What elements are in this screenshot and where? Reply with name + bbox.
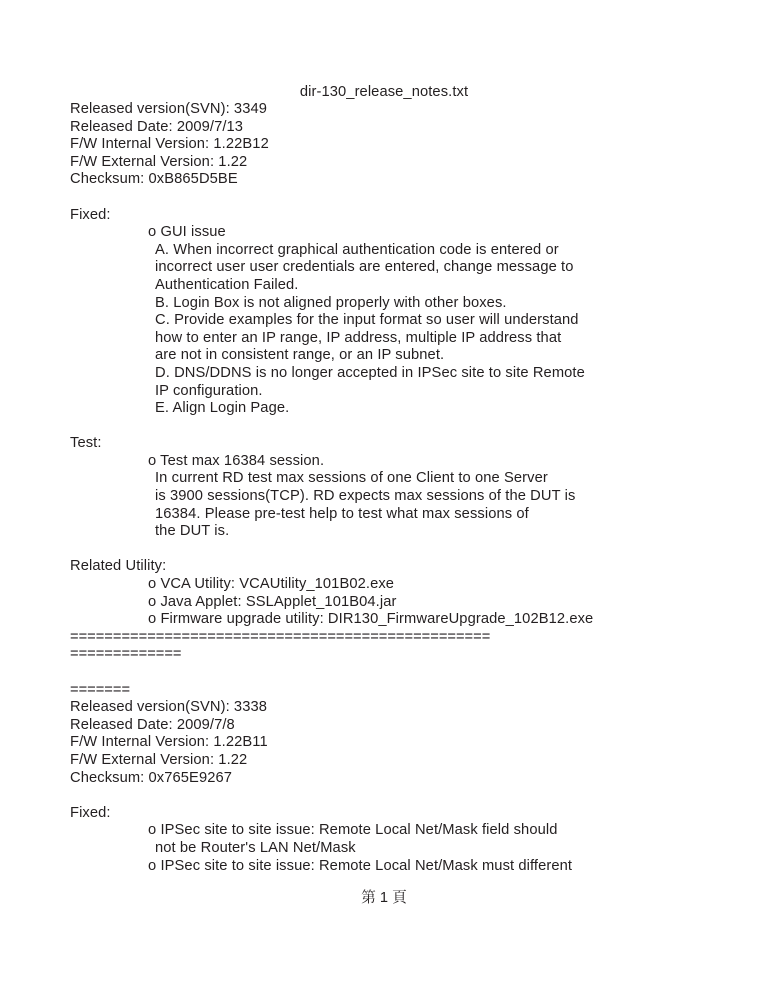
text-line: is 3900 sessions(TCP). RD expects max sessions of the DUT is bbox=[155, 488, 576, 505]
text-line: Authentication Failed. bbox=[155, 276, 299, 293]
blank-line bbox=[70, 787, 730, 805]
text-line: how to enter an IP range, IP address, multiple IP address that bbox=[155, 329, 562, 346]
text-line: F/W Internal Version: 1.22B12 bbox=[70, 136, 269, 153]
text-line: Related Utility: bbox=[70, 558, 167, 575]
text-line: incorrect user user credentials are entered, change message to bbox=[155, 259, 574, 276]
text-line: Checksum: 0xB865D5BE bbox=[70, 171, 238, 188]
text-line: D. DNS/DDNS is no longer accepted in IPSec site to site Remote bbox=[155, 364, 585, 381]
text-line: IP configuration. bbox=[155, 382, 263, 399]
text-line: Released Date: 2009/7/13 bbox=[70, 118, 244, 135]
document-body bbox=[70, 101, 730, 875]
page-footer: 第 1 頁 bbox=[361, 890, 407, 906]
separator-rule: ================================================= bbox=[70, 628, 491, 645]
blank-line bbox=[70, 541, 730, 559]
text-line: C. Provide examples for the input format so user will understand bbox=[155, 312, 579, 329]
text-line: not be Router's LAN Net/Mask bbox=[155, 839, 356, 856]
text-line: o VCA Utility: VCAUtility_101B02.exe bbox=[148, 576, 395, 593]
blank-line bbox=[70, 418, 730, 436]
text-line: A. When incorrect graphical authentication code is entered or bbox=[155, 241, 559, 258]
text-line: In current RD test max sessions of one Client to one Server bbox=[155, 470, 548, 487]
text-line: Released version(SVN): 3349 bbox=[70, 101, 268, 117]
text-line: the DUT is. bbox=[155, 523, 230, 540]
text-line: 16384. Please pre-test help to test what max sessions of bbox=[155, 505, 529, 522]
separator-rule: ============= bbox=[70, 646, 182, 663]
text-line: o GUI issue bbox=[148, 224, 226, 241]
text-line: are not in consistent range, or an IP subnet. bbox=[155, 347, 445, 364]
text-line: F/W Internal Version: 1.22B11 bbox=[70, 734, 268, 751]
text-line: F/W External Version: 1.22 bbox=[70, 153, 248, 170]
text-line: Released Date: 2009/7/8 bbox=[70, 716, 235, 733]
text-line: o IPSec site to site issue: Remote Local Net/Mask must different bbox=[148, 857, 573, 874]
text-line: o Firmware upgrade utility: DIR130_FirmwareUpgrade_102B12.exe bbox=[148, 611, 594, 628]
document-title: dir-130_release_notes.txt bbox=[299, 84, 469, 100]
text-line: F/W External Version: 1.22 bbox=[70, 751, 248, 768]
text-line: o Test max 16384 session. bbox=[148, 452, 325, 469]
text-line: Fixed: bbox=[70, 804, 111, 821]
separator-rule: ======= bbox=[70, 681, 131, 698]
text-line: B. Login Box is not aligned properly with other boxes. bbox=[155, 294, 507, 311]
text-line: Fixed: bbox=[70, 206, 111, 223]
blank-line bbox=[70, 664, 730, 682]
text-line: o Java Applet: SSLApplet_101B04.jar bbox=[148, 593, 397, 610]
text-line: Test: bbox=[70, 435, 102, 452]
text-line: Released version(SVN): 3338 bbox=[70, 699, 268, 716]
text-line: Checksum: 0x765E9267 bbox=[70, 769, 233, 786]
text-line: E. Align Login Page. bbox=[155, 400, 290, 417]
blank-line bbox=[70, 189, 730, 207]
text-line: o IPSec site to site issue: Remote Local Net/Mask field should bbox=[148, 822, 558, 839]
